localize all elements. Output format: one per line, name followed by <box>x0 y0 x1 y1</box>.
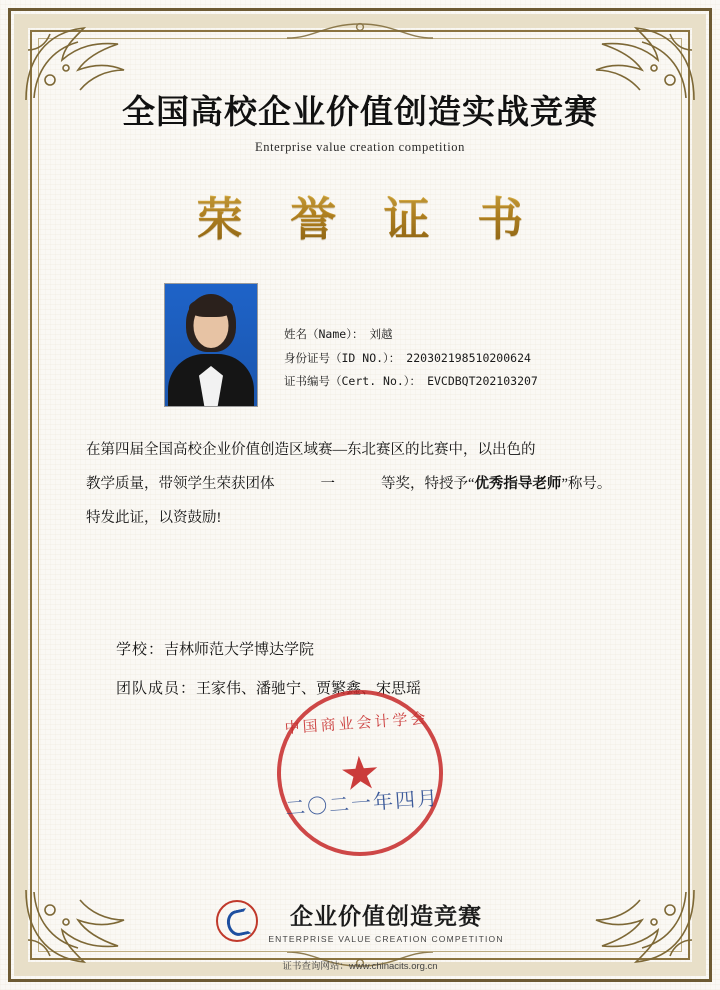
footer-divider <box>145 951 575 952</box>
field-id-value: 220302198510200624 <box>406 350 531 365</box>
team-value: 王家伟、潘驰宁、贾繁鑫、宋思瑶 <box>196 681 422 698</box>
body-line-2-text-d: ”称号。 <box>561 476 612 493</box>
body-line-2-rank: 一 <box>320 476 335 493</box>
footer-verification-url: 证书查询网站：www.chinacits.org.cn <box>282 961 438 972</box>
body-line-2-text-c: 等奖，特授予“ <box>381 476 475 493</box>
field-id-row <box>284 347 538 371</box>
field-cert-label: 证书编号（Cert. No.）： <box>284 374 422 389</box>
body-line-2-honor-title: 优秀指导老师 <box>474 476 562 493</box>
field-cert-row <box>284 370 538 394</box>
team-label: 团队成员： <box>116 681 197 698</box>
competition-logo-icon <box>216 900 258 942</box>
school-label: 学校： <box>116 642 165 659</box>
seal-star-icon: ★ <box>337 745 383 801</box>
seal-top-text: 中国商业会计学会 <box>284 711 429 738</box>
award-body-text <box>52 433 668 535</box>
field-name-row <box>284 323 538 347</box>
field-cert-value: EVCDBQT202103207 <box>427 374 538 389</box>
footer-brand-cn: 企业价值创造竞赛 <box>289 904 482 929</box>
body-line-3 <box>86 501 644 535</box>
footer-brand-en: ENTERPRISE VALUE CREATION COMPETITION <box>268 934 504 944</box>
field-id-label: 身份证号（ID NO.）： <box>284 350 401 365</box>
footer-logo-row <box>0 898 720 944</box>
certificate-title-cn: 全国高校企业价值创造实战竞赛 <box>122 95 598 131</box>
edge-ornament-icon <box>285 18 435 44</box>
body-line-3-text: 特发此证，以资鼓励! <box>86 510 222 527</box>
field-name-value: 刘越 <box>369 327 393 341</box>
recipient-fields <box>284 283 538 394</box>
seal-date-handwriting: 二〇二一年四月 <box>284 787 440 821</box>
certificate-title-en: Enterprise value creation competition <box>255 140 465 154</box>
body-line-1-text: 在第四届全国高校企业价值创造区域赛—东北赛区的比赛中，以出色的 <box>86 442 536 458</box>
official-seal-stamp <box>271 684 448 861</box>
body-line-1 <box>86 433 644 467</box>
honor-certificate-heading: 荣 誉 证 书 <box>52 183 668 249</box>
certificate-footer <box>0 898 720 972</box>
body-line-2 <box>86 467 644 501</box>
recipient-section <box>52 283 668 407</box>
field-name-label: 姓名（Name）： <box>284 327 364 341</box>
recipient-photo <box>164 283 258 407</box>
school-row <box>116 631 668 670</box>
body-line-2-text-a: 教学质量，带领学生荣获团体 <box>86 476 275 493</box>
photo-hair-front-shape <box>189 298 233 317</box>
school-value: 吉林师范大学博达学院 <box>164 642 315 659</box>
